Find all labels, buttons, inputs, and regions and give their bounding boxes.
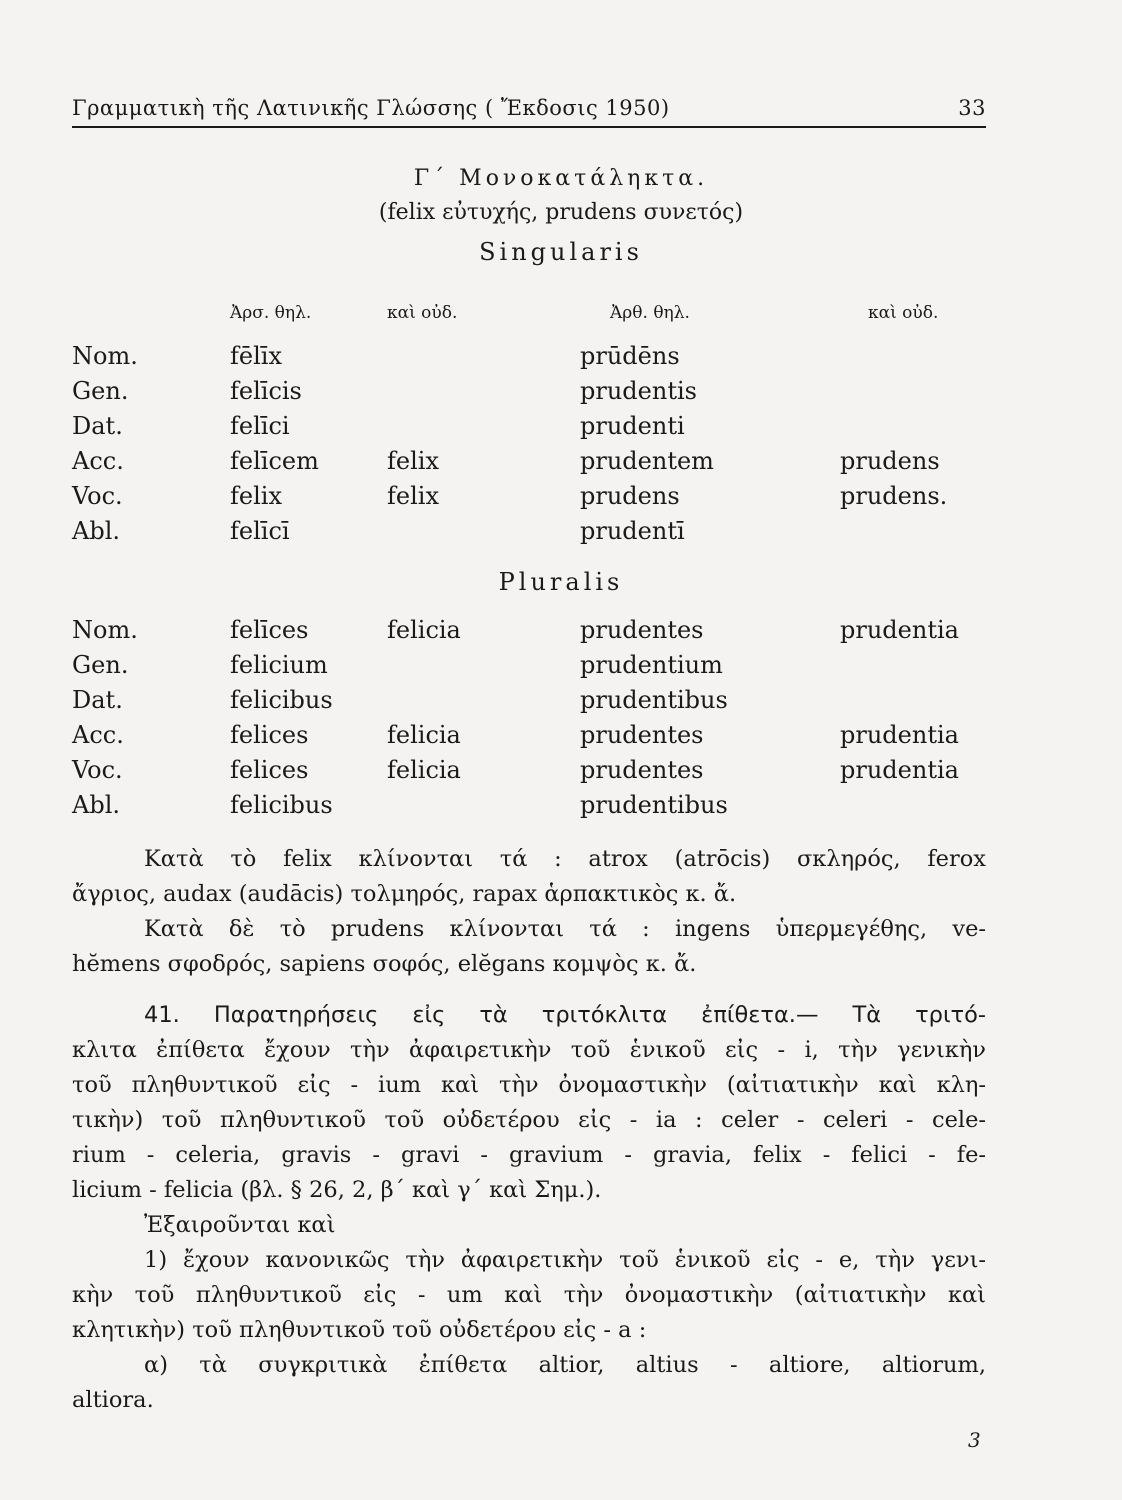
- col-head-neut: καὶ οὐδ.: [387, 303, 458, 323]
- section-41-paragraph: 41. Παρατηρήσεις εἰς τὰ τριτόκλιτα ἐπίθετα.— Τὰ τριτό- κλιτα ἐπίθετα ἔχουν τὴν ἀφαιρετικὴν τοῦ ἑνικοῦ εἰς - i, τὴν γενικὴν τοῦ πληθυντικοῦ εἰς - ium καὶ τὴν ὀνομαστικὴν (αἰτιατικὴν καὶ κλη- τικὴν) τοῦ πληθυντικοῦ τοῦ οὐδετέρου εἰς - ia : celer - celeri - cele- rium - celeria, gravis - gravi - gravium - gravia, felix - felici - fe- licium - felicia (βλ. § 26, 2, β΄ καὶ γ΄ καὶ Σημ.).: [72, 1002, 986, 1203]
- exception-1-paragraph: 1) ἔχουν κανονικῶς τὴν ἀφαιρετικὴν τοῦ ἑνικοῦ εἰς - e, τὴν γενι- κὴν τοῦ πληθυντικοῦ εἰς - um καὶ τὴν ὀνομαστικὴν (αἰτιατικὴν καὶ κλητικὴν) τοῦ πληθυντικοῦ τοῦ οὐδετέρου εἰς - a :: [72, 1247, 986, 1343]
- paragraph-prudens-like: Κατὰ δὲ τὸ prudens κλίνονται τά : ingens ὑπερμεγέθης, ve- hĕmens σφοδρός, sapiens σοφός, elĕgans κομψὸς κ. ἄ.: [72, 916, 986, 977]
- table-row: Acc. felīcem felix prudentem prudens: [72, 447, 940, 475]
- table-row: Dat. felicibus prudentibus: [72, 686, 728, 714]
- running-header: [72, 96, 986, 128]
- col-head-masc-fem-2: Ἀρθ. θηλ.: [610, 303, 690, 323]
- page-number: 33: [958, 96, 986, 120]
- table-row: Voc. felices felicia prudentes prudentia: [72, 756, 959, 784]
- singularis-heading: Singularis: [479, 238, 643, 266]
- exceptions-line: Ἐξαιροῦνται καὶ: [144, 1212, 336, 1238]
- paragraph-felix-like: Κατὰ τὸ felix κλίνονται τά : atrox (atrōcis) σκληρός, ferox ἄγριος, audax (audācis) τολμηρός, rapax ἁρπακτικὸς κ. ἄ.: [72, 846, 986, 907]
- table-row: Acc. felices felicia prudentes prudentia: [72, 721, 959, 749]
- table-row: Nom. felīces felicia prudentes prudentia: [72, 616, 959, 644]
- section-heading: Γ΄ Μονοκατάληκτα.: [413, 166, 709, 191]
- table-row: Dat. felīci prudenti: [72, 412, 685, 440]
- table-row: Nom. fēlīx prūdēns: [72, 342, 680, 370]
- table-row: Abl. felicibus prudentibus: [72, 791, 728, 819]
- examples-line: (felix εὐτυχής, prudens συνετός): [378, 200, 744, 225]
- col-head-masc-fem: Ἀρσ. θηλ.: [230, 303, 312, 323]
- running-title: Γραμματικὴ τῆς Λατινικῆς Γλώσσης ( Ἔκδοσις 1950): [72, 96, 670, 120]
- col-head-neut-2: καὶ οὐδ.: [868, 303, 939, 323]
- comparatives-paragraph: α) τὰ συγκριτικὰ ἐπίθετα altior, altius - altiore, altiorum, altiora.: [72, 1352, 986, 1413]
- table-row: Gen. felīcis prudentis: [72, 377, 697, 405]
- table-row: Gen. felicium prudentium: [72, 651, 723, 679]
- table-row: Abl. felīcī prudentī: [72, 517, 685, 545]
- table-row: Voc. felix felix prudens prudens.: [72, 482, 948, 510]
- pluralis-heading: Pluralis: [498, 568, 624, 596]
- page-signature: 3: [968, 1428, 981, 1452]
